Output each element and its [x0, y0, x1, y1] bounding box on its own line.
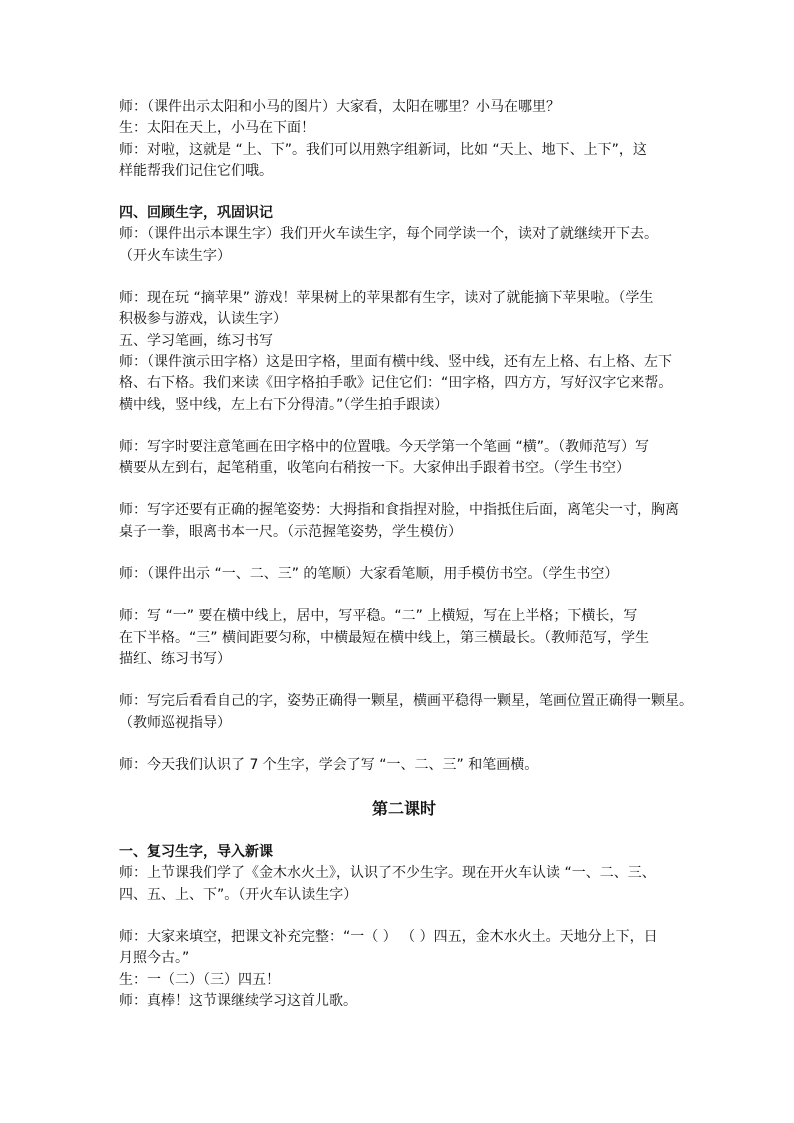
text-line: 一、复习生字，导入新课	[119, 844, 273, 861]
text-line: 第二课时	[371, 799, 436, 819]
paragraph-spacer	[119, 734, 679, 755]
text-line: 积极参与游戏，认读生字）	[119, 311, 287, 328]
paragraph-spacer	[119, 585, 679, 606]
paragraph-spacer	[119, 670, 679, 691]
text-line: 四、回顾生字，巩固识记	[119, 205, 273, 222]
section-heading	[119, 842, 679, 863]
text-line: 师：现在玩 “摘苹果” 游戏！苹果树上的苹果都有生字，读对了就能摘下苹果啦。（学生	[119, 290, 654, 307]
text-line: 桌子一拳，眼离书本一尺。（示范握笔姿势，学生模仿）	[119, 523, 462, 540]
paragraph	[119, 331, 679, 352]
text-line: 格、右下格。我们来读《田字格拍手歌》记住它们：“田字格，四方方，写好汉字它来帮。	[119, 375, 673, 392]
text-line: 师：（课件演示田字格）这是田字格，里面有横中线、竖中线，还有左上格、右上格、左下	[119, 353, 672, 370]
text-line: 师：大家来填空，把课文补充完整：“一（ ） （ ）四五，金木水火土。天地分上下，日	[119, 929, 658, 946]
text-line: 生：一（二）（三）四五！	[119, 971, 280, 988]
text-line: 五、学习笔画，练习书写	[119, 332, 273, 349]
text-line: 横中线，竖中线，左上右下分得清。”（学生拍手跟读）	[119, 396, 449, 413]
paragraph	[119, 224, 679, 267]
paragraph	[119, 140, 679, 183]
text-line: 月照今古。”	[119, 950, 190, 967]
text-line: 师：（课件出示太阳和小马的图片）大家看，太阳在哪里？小马在哪里？	[119, 99, 560, 115]
text-line: 生：太阳在天上，小马在下面！	[119, 120, 315, 137]
text-line: 师：上节课我们学了《金木水火土》，认识了不少生字。现在开火车认读 “一、二、三、	[119, 865, 656, 882]
text-line: 描红、练习书写）	[119, 650, 231, 667]
text-line: （开火车读生字）	[119, 247, 231, 264]
paragraph-spacer	[119, 182, 679, 203]
text-line: 师：写 “一” 要在横中线上，居中，写平稳。“二” 上横短，写在上半格；下横长，写	[119, 608, 638, 625]
section-heading	[119, 203, 679, 224]
paragraph	[119, 691, 693, 734]
lesson-title	[119, 797, 679, 821]
paragraph	[119, 863, 679, 906]
paragraph-spacer	[119, 416, 679, 437]
paragraph	[119, 927, 679, 970]
text-line: 横要从左到右，起笔稍重，收笔向右稍按一下。大家伸出手跟着书空。（学生书空）	[119, 460, 630, 477]
paragraph	[119, 991, 679, 1012]
text-line: （教师巡视指导）	[119, 714, 231, 731]
text-line: 师：（课件出示本课生字）我们开火车读生字，每个同学读一个，读对了就继续开下去。	[119, 226, 658, 243]
paragraph	[119, 970, 679, 991]
paragraph-spacer	[119, 776, 679, 797]
text-line: 师：写完后看看自己的字，姿势正确得一颗星，横画平稳得一颗星，笔画位置正确得一颗星。	[119, 693, 693, 710]
text-line: 师：写字时要注意笔画在田字格中的位置哦。今天学第一个笔画 “横”。（教师范写）写	[119, 438, 649, 455]
text-line: 师：今天我们认识了 7 个生字，学会了写 “一、二、三” 和笔画横。	[119, 756, 539, 773]
paragraph-spacer	[119, 821, 679, 842]
paragraph	[119, 755, 679, 776]
paragraph-spacer	[119, 267, 679, 288]
text-line: 样能帮我们记住它们哦。	[119, 162, 273, 179]
paragraph	[119, 437, 679, 480]
paragraph	[119, 118, 679, 139]
text-line: 师：真棒！这节课继续学习这首儿歌。	[119, 992, 357, 1009]
paragraph-spacer	[119, 543, 679, 564]
paragraph	[119, 564, 679, 585]
paragraph	[119, 352, 679, 416]
paragraph	[119, 500, 679, 543]
text-line: 师：（课件出示 “一、二、三” 的笔顺）大家看笔顺，用手模仿书空。（学生书空）	[119, 566, 619, 583]
paragraph	[119, 288, 679, 331]
text-line: 在下半格。“三” 横间距要匀称，中横最短在横中线上，第三横最长。（教师范写，学生	[119, 629, 649, 646]
document-body	[119, 97, 693, 1012]
paragraph-spacer	[119, 906, 679, 927]
paragraph-spacer	[119, 479, 679, 500]
text-line: 四、五、上、下”。（开火车认读生字）	[119, 886, 358, 903]
text-line: 师：对啦，这就是 “上、下”。我们可以用熟字组新词，比如 “天上、地下、上下”，这	[119, 141, 647, 158]
text-line: 师：写字还要有正确的握笔姿势：大拇指和食指捏对脸，中指抵住后面，离笔尖一寸，胸离	[119, 502, 679, 519]
paragraph	[119, 606, 679, 670]
paragraph	[119, 97, 679, 118]
